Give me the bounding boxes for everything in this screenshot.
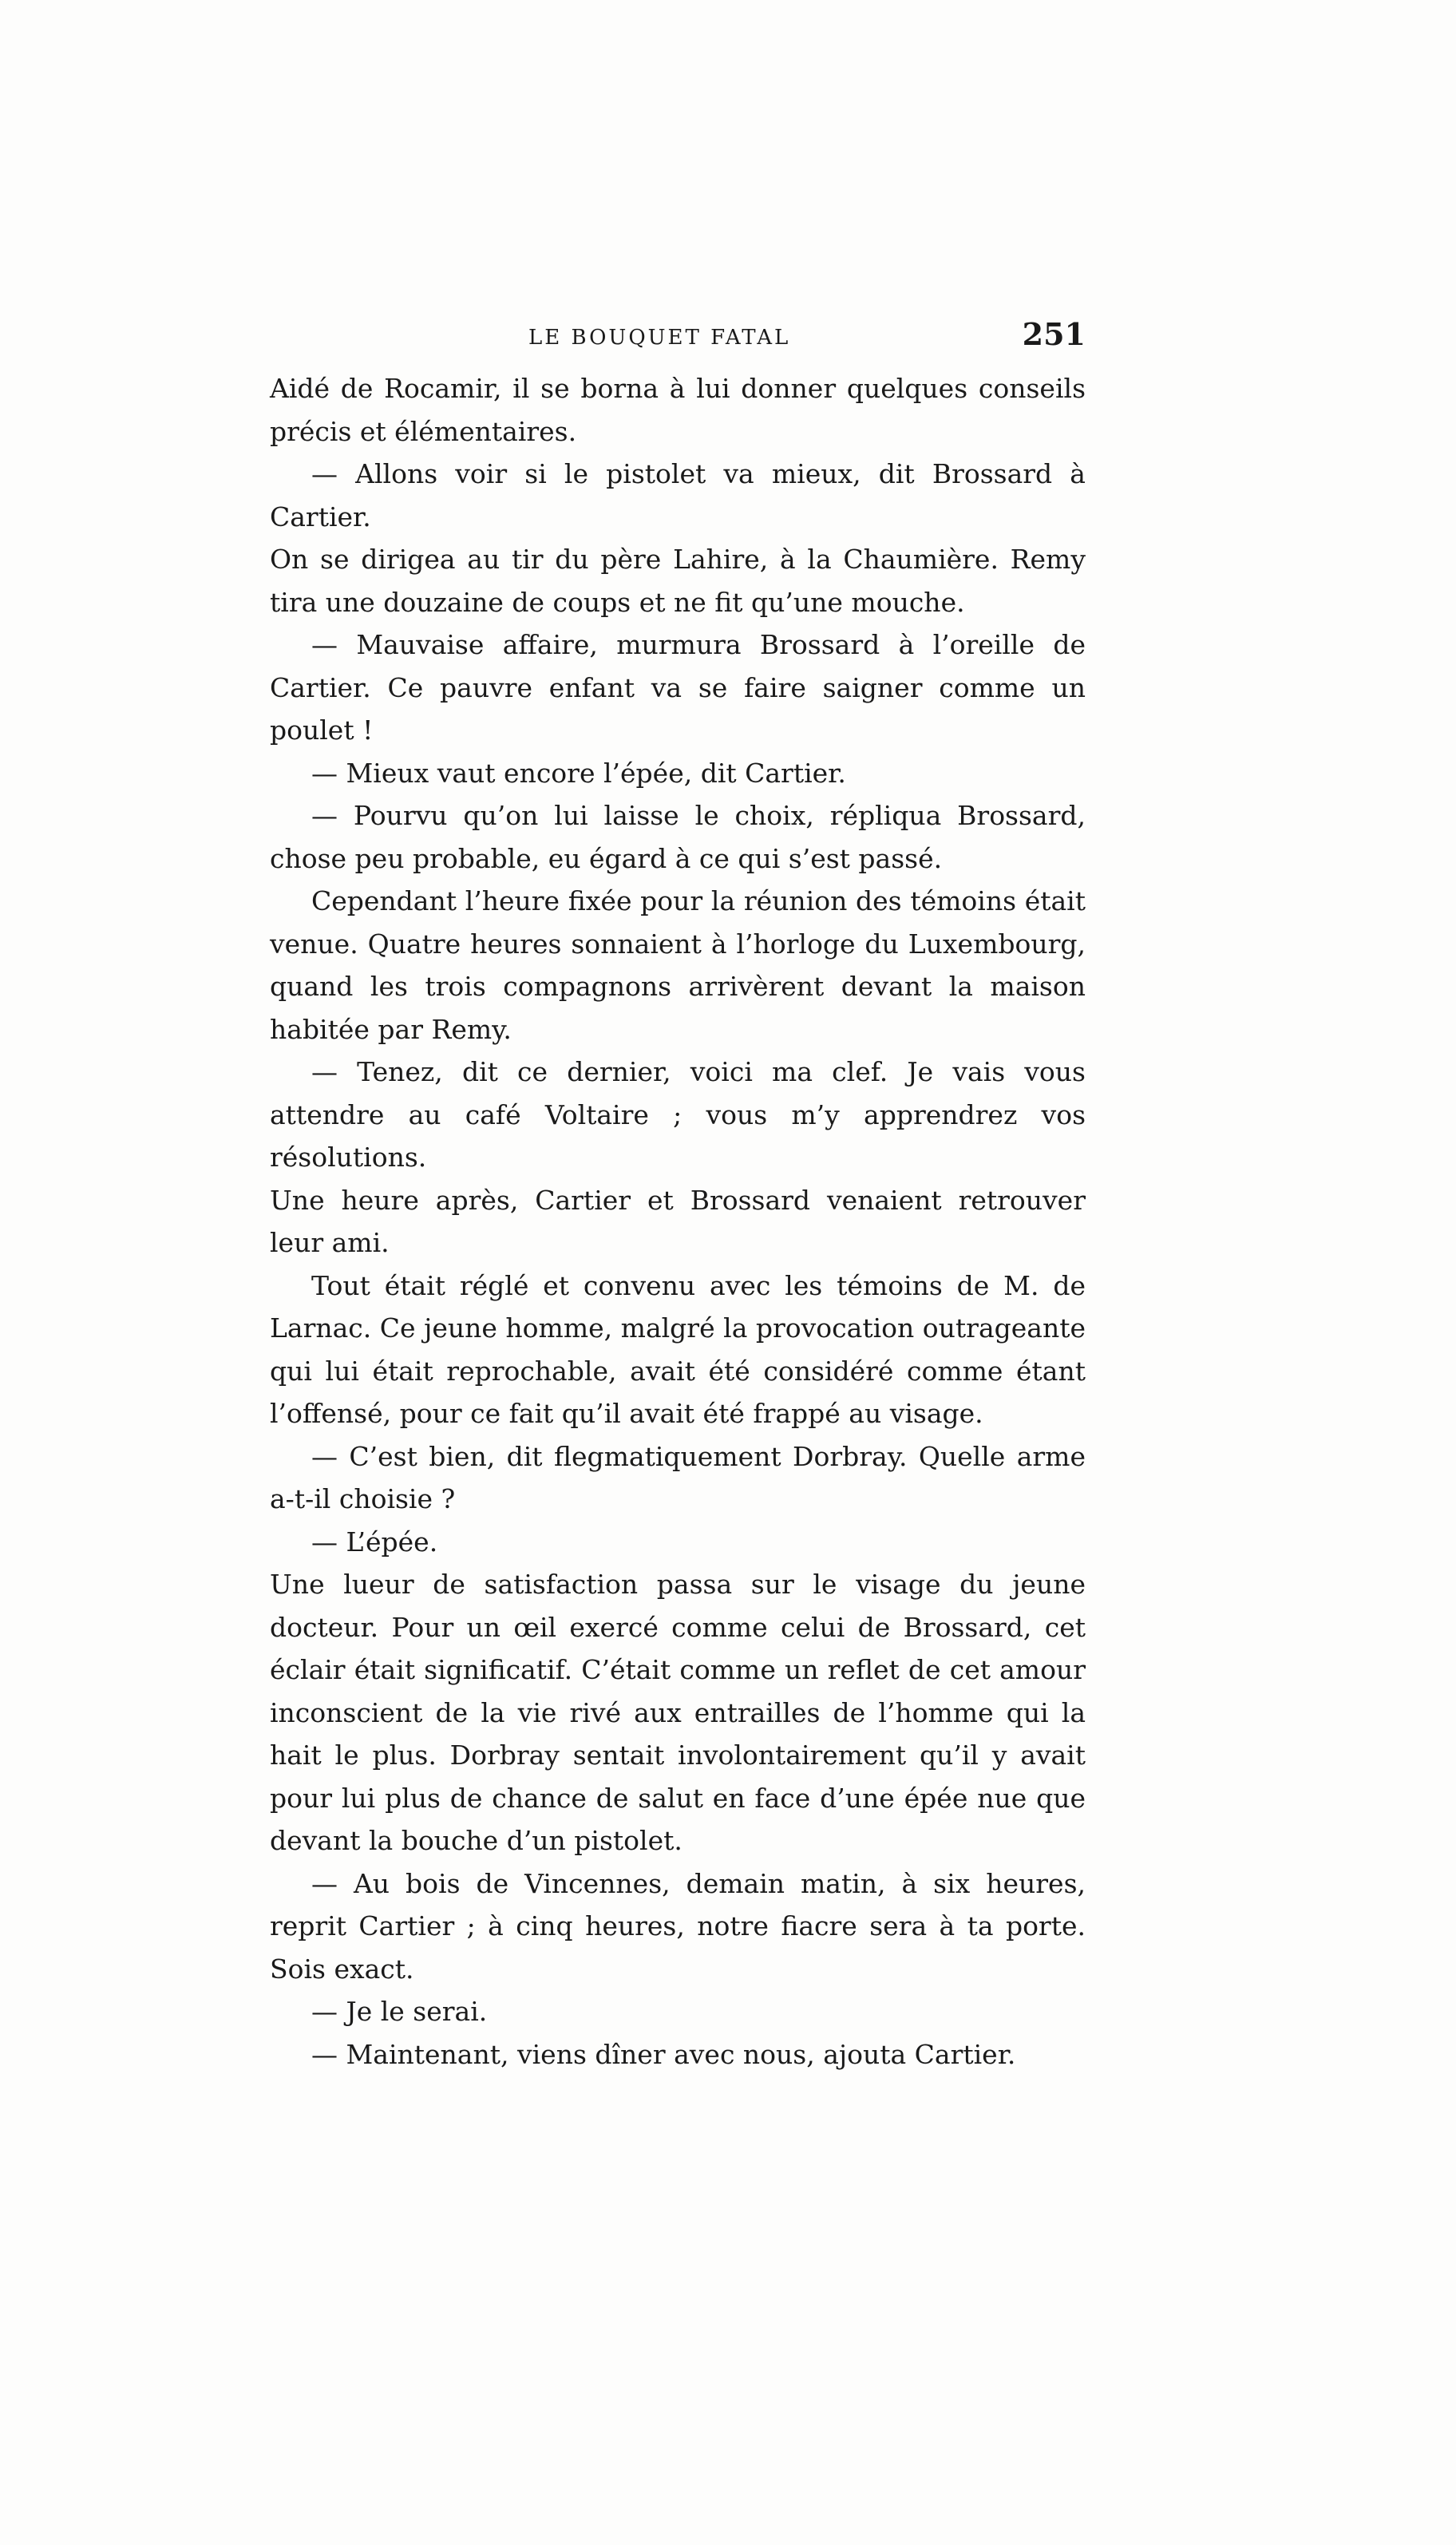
paragraph: Une heure après, Cartier et Brossard venaient retrouver leur ami. (270, 1184, 1086, 1258)
paragraph: Cependant l’heure fixée pour la réunion des témoins était venue. Quatre heures sonnaient à l’horloge du Luxembourg, quand les trois compagnons arrivèrent devant la maison habitée par Remy. (270, 885, 1086, 1045)
paragraph: — Allons voir si le pistolet va mieux, dit Brossard à Cartier. (270, 458, 1086, 532)
running-head (271, 316, 1086, 364)
page-number: 251 (1022, 316, 1086, 352)
body-text (270, 367, 1086, 2076)
paragraph: — C’est bien, dit flegmatiquement Dorbray. Quelle arme a-t-il choisie ? (270, 1440, 1086, 1514)
paragraph: — Pourvu qu’on lui laisse le choix, répliqua Brossard, chose peu probable, eu égard à ce qui s’est passé. (270, 800, 1086, 874)
paragraph: On se dirigea au tir du père Lahire, à la Chaumière. Remy tira une douzaine de coups et ne fit qu’une mouche. (270, 544, 1086, 618)
paragraph: Une lueur de satisfaction passa sur le visage du jeune docteur. Pour un œil exercé comme celui de Brossard, cet éclair était significatif. C’était comme un reflet de cet amour inconscient de la vie rivé aux entrailles de l’homme qui la hait le plus. Dorbray sentait involontairement qu’il y avait pour lui plus de chance de salut en face d’une épée nue que devant la bouche d’un pistolet. (270, 1569, 1086, 1856)
paragraph: — Tenez, dit ce dernier, voici ma clef. Je vais vous attendre au café Voltaire ; vous m’y apprendrez vos résolutions. (270, 1056, 1086, 1173)
paragraph: — L’épée. (311, 1526, 438, 1557)
paragraph: — Mieux vaut encore l’épée, dit Cartier. (311, 757, 846, 789)
paragraph: Tout était réglé et convenu avec les témoins de M. de Larnac. Ce jeune homme, malgré la provocation outrageante qui lui était reprochable, avait été considéré comme étant l’offensé, pour ce fait qu’il avait été frappé au visage. (270, 1269, 1086, 1429)
running-title: LE BOUQUET FATAL (528, 326, 791, 350)
paragraph: — Mauvaise affaire, murmura Brossard à l’oreille de Cartier. Ce pauvre enfant va se faire saigner comme un poulet ! (270, 629, 1086, 746)
paragraph: — Je le serai. (311, 1996, 488, 2027)
paragraph: — Maintenant, viens dîner avec nous, ajouta Cartier. (311, 2038, 1016, 2070)
paragraph: — Au bois de Vincennes, demain matin, à six heures, reprit Cartier ; à cinq heures, notre fiacre sera à ta porte. Sois exact. (270, 1867, 1086, 1985)
paragraph: Aidé de Rocamir, il se borna à lui donner quelques conseils précis et élémentaires. (270, 373, 1086, 447)
